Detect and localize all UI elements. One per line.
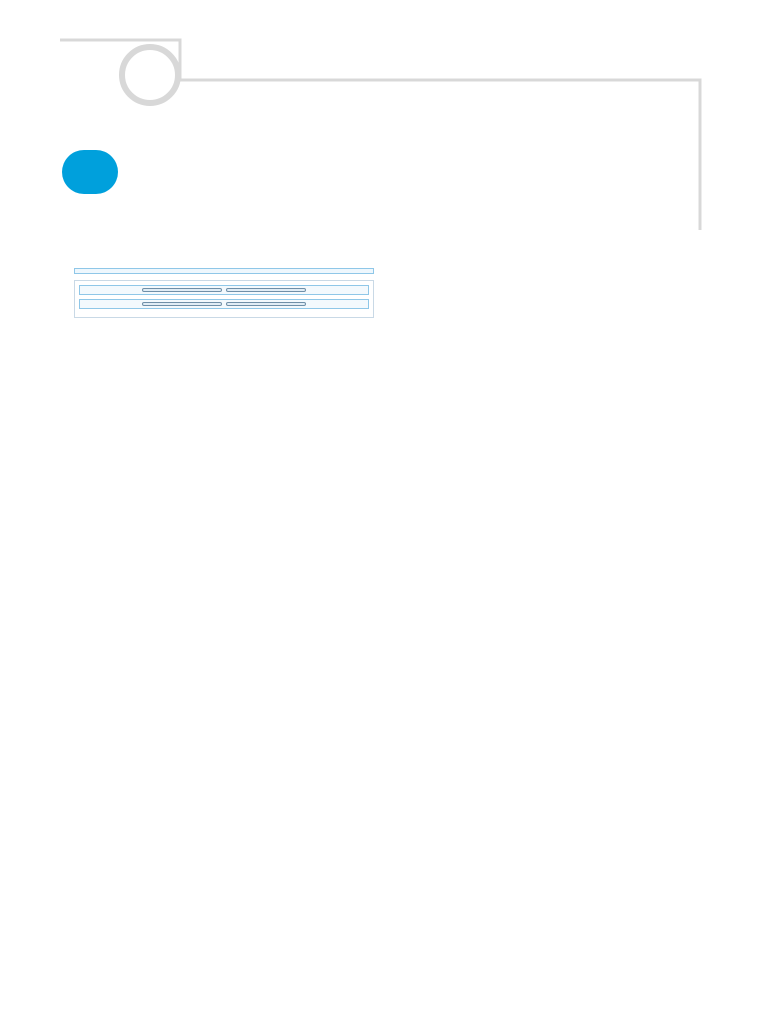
episode-badge [62,150,118,194]
figure-group [79,299,369,309]
figure-box [226,288,306,292]
table-1 [74,268,374,274]
figure-box-row [84,302,364,306]
series-header [120,88,680,98]
figure-box [226,302,306,306]
key-motif-graphic [40,20,740,230]
figure-box [142,302,222,306]
figure-diagram [79,285,369,309]
figure-box-row [84,288,364,292]
figure-box [142,288,222,292]
series-title-ruby [270,88,680,98]
right-column [396,262,716,272]
figure-1 [74,280,374,318]
figure-group [79,285,369,295]
left-column [74,262,374,318]
